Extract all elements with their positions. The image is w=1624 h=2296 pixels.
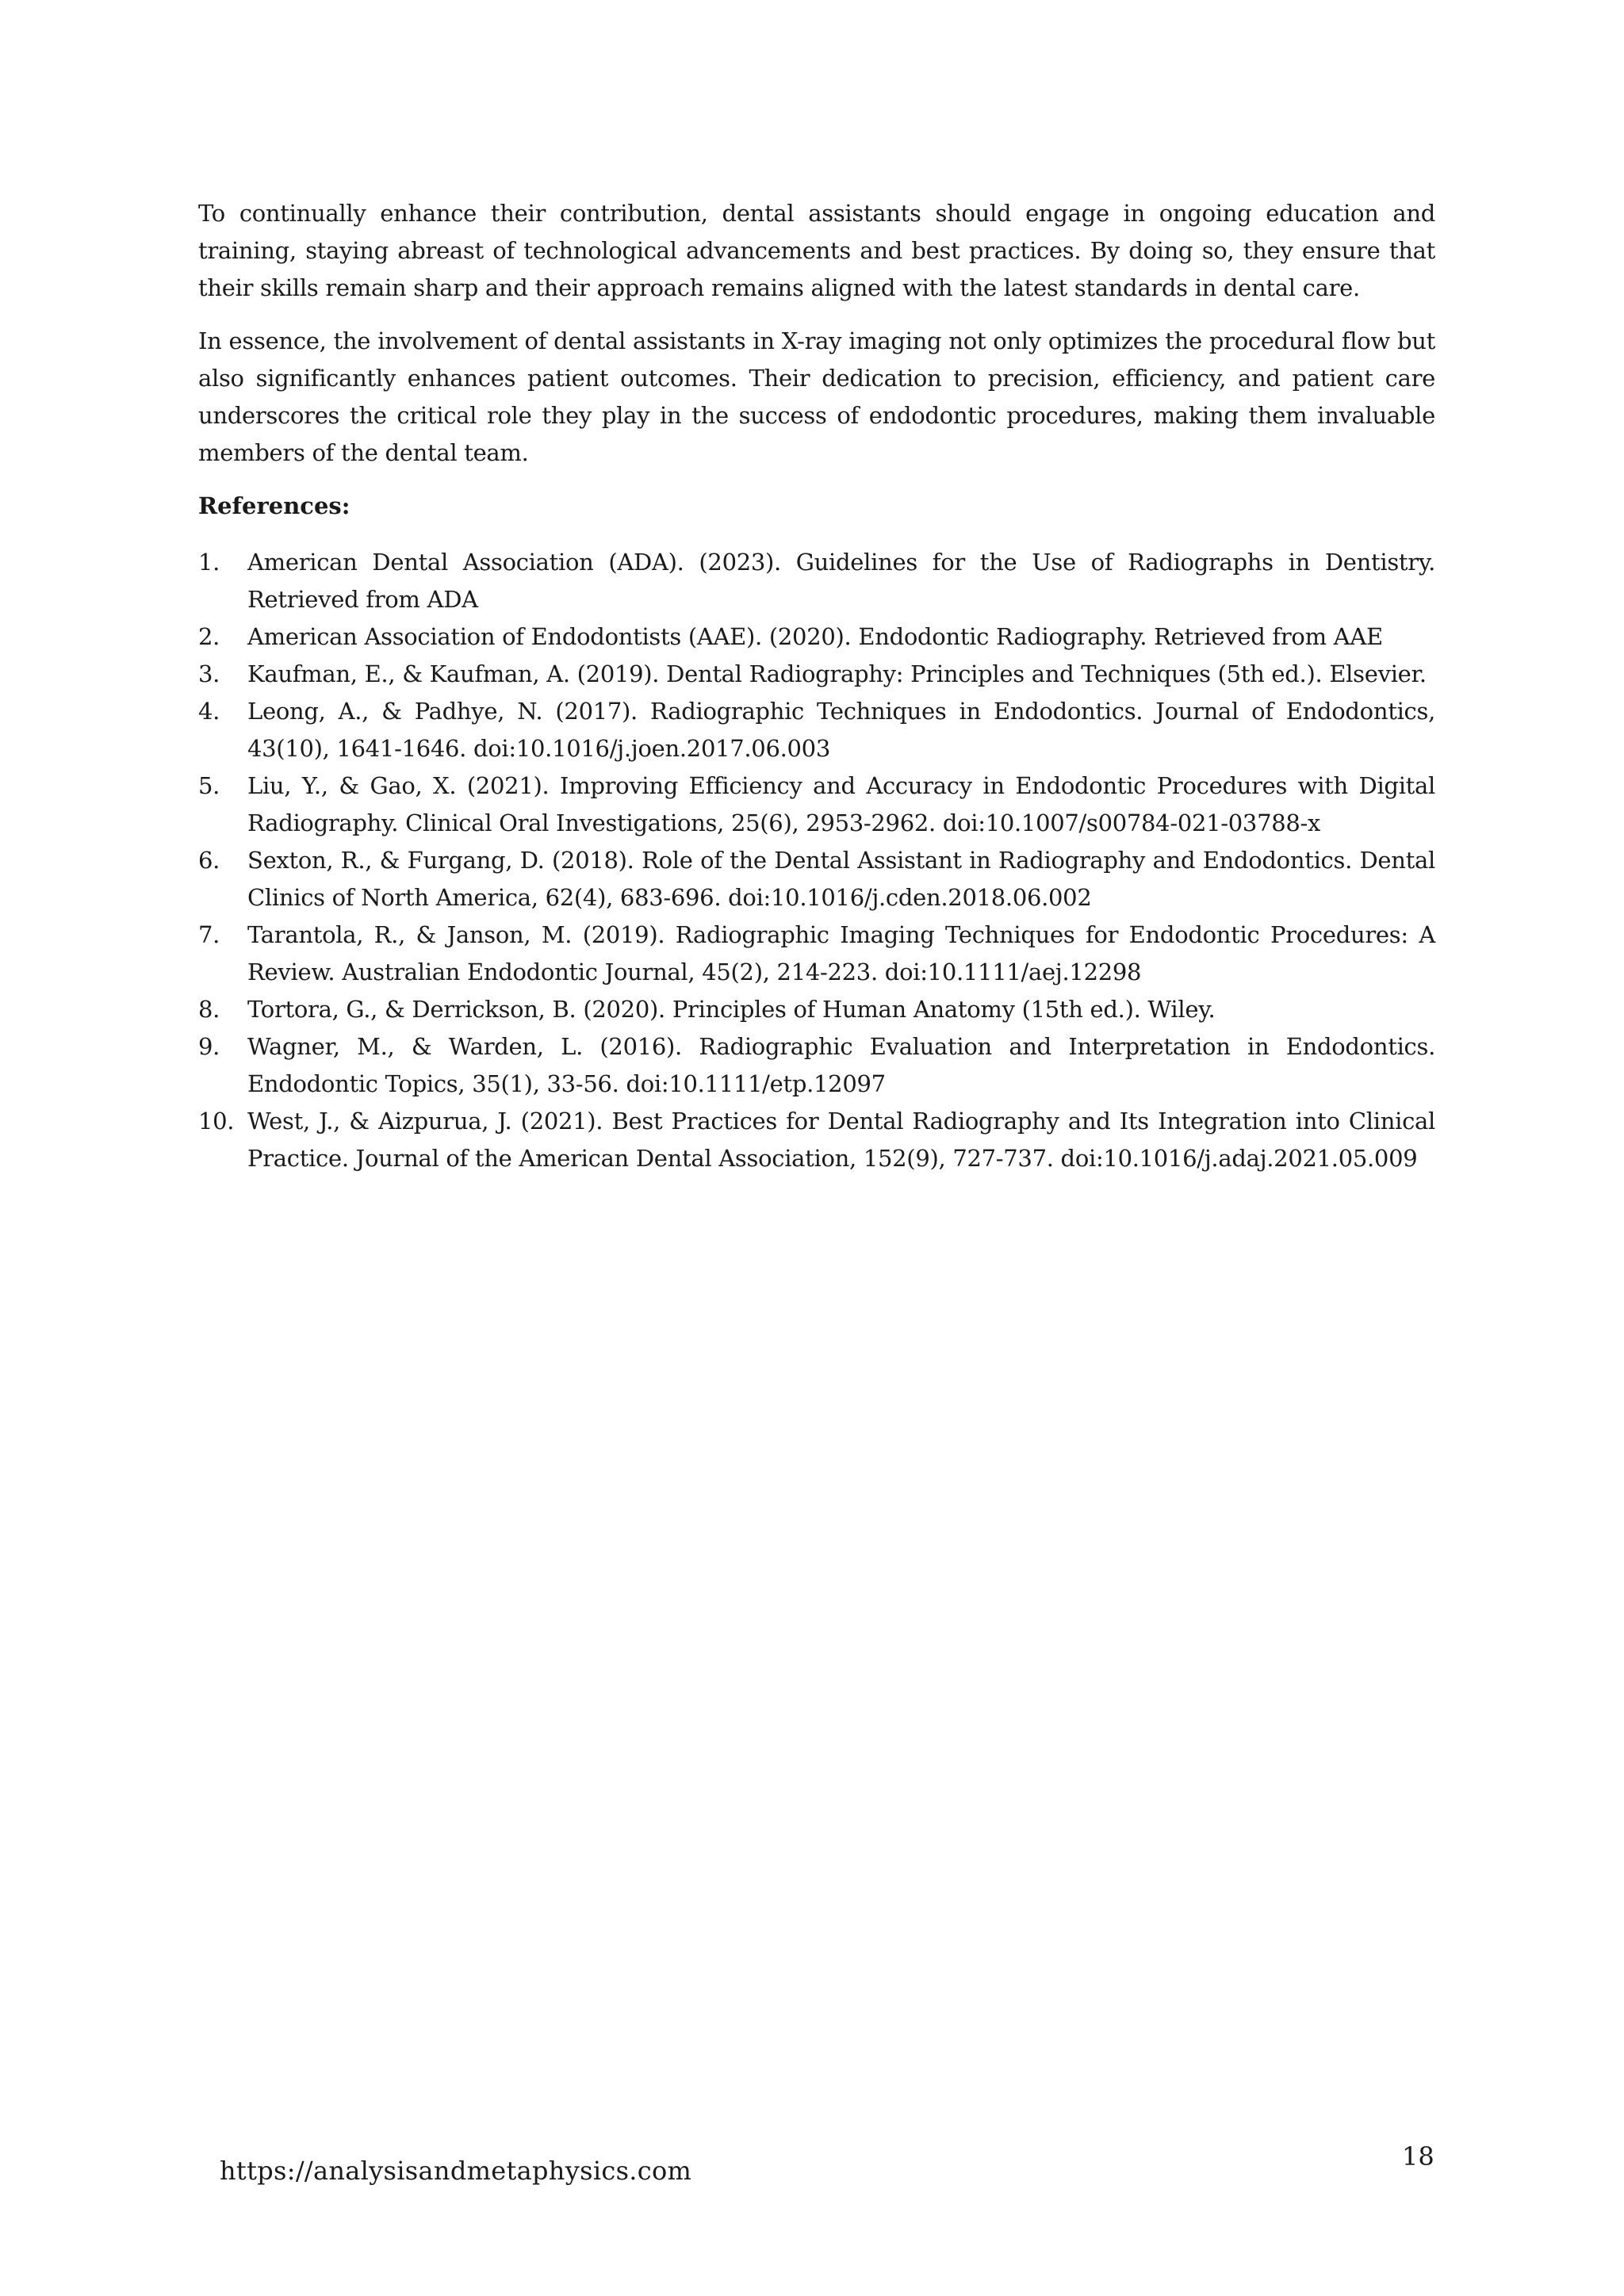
- reference-text: Liu, Y., & Gao, X. (2021). Improving Efficiency and Accuracy in Endodontic Procedures with Digital Radiography. Clinical Oral Investigations, 25(6), 2953-2962. doi:10.1007/s00784-021-03788-x: [247, 772, 1435, 836]
- page-content: [198, 195, 1435, 1177]
- reference-item: [198, 618, 1435, 656]
- reference-number: 9.: [198, 1033, 220, 1060]
- reference-number: 2.: [198, 623, 220, 650]
- reference-text: Kaufman, E., & Kaufman, A. (2019). Dental Radiography: Principles and Techniques (5th ed.). Elsevier.: [247, 660, 1427, 687]
- reference-item: [198, 842, 1435, 916]
- references-heading: References:: [198, 492, 350, 519]
- reference-text: Wagner, M., & Warden, L. (2016). Radiographic Evaluation and Interpretation in Endodontics. Endodontic Topics, 35(1), 33-56. doi:10.1111/etp.12097: [247, 1033, 1435, 1097]
- page-number: 18: [1402, 2141, 1434, 2172]
- reference-item: [198, 916, 1435, 991]
- reference-text: American Dental Association (ADA). (2023). Guidelines for the Use of Radiographs in Dentistry. Retrieved from ADA: [247, 549, 1435, 613]
- reference-number: 4.: [198, 698, 220, 725]
- footer-url: https://analysisandmetaphysics.com: [220, 2156, 692, 2186]
- references-list: [198, 544, 1435, 1177]
- reference-item: [198, 693, 1435, 767]
- reference-item: [198, 767, 1435, 842]
- reference-text: Tarantola, R., & Janson, M. (2019). Radiographic Imaging Techniques for Endodontic Procedures: A Review. Australian Endodontic Journal, 45(2), 214-223. doi:10.1111/aej.12298: [247, 921, 1435, 985]
- reference-number: 3.: [198, 660, 220, 687]
- reference-number: 6.: [198, 847, 220, 874]
- reference-item: [198, 1103, 1435, 1177]
- reference-item: [198, 656, 1435, 693]
- reference-text: Sexton, R., & Furgang, D. (2018). Role of the Dental Assistant in Radiography and Endodontics. Dental Clinics of North America, 62(4), 683-696. doi:10.1016/j.cden.2018.06.002: [247, 847, 1435, 911]
- reference-text: American Association of Endodontists (AAE). (2020). Endodontic Radiography. Retrieved from AAE: [247, 623, 1383, 650]
- reference-number: 8.: [198, 996, 220, 1023]
- reference-number: 1.: [198, 549, 220, 576]
- reference-item: [198, 1028, 1435, 1103]
- reference-text: West, J., & Aizpurua, J. (2021). Best Practices for Dental Radiography and Its Integration into Clinical Practice. Journal of the American Dental Association, 152(9), 727-737. doi:10.1016/j.adaj.2021.05.009: [247, 1108, 1435, 1172]
- body-paragraph: In essence, the involvement of dental assistants in X-ray imaging not only optimizes the procedural flow but also significantly enhances patient outcomes. Their dedication to precision, efficiency, and patient care underscores the critical role they play in the success of endodontic procedures, making them invaluable members of the dental team.: [198, 327, 1435, 466]
- reference-text: Leong, A., & Padhye, N. (2017). Radiographic Techniques in Endodontics. Journal of Endodontics, 43(10), 1641-1646. doi:10.1016/j.joen.2017.06.003: [247, 698, 1435, 762]
- body-paragraph: To continually enhance their contribution, dental assistants should engage in ongoing education and training, staying abreast of technological advancements and best practices. By doing so, they ensure that their skills remain sharp and their approach remains aligned with the latest standards in dental care.: [198, 200, 1435, 301]
- reference-number: 10.: [198, 1108, 235, 1135]
- reference-item: [198, 991, 1435, 1028]
- reference-text: Tortora, G., & Derrickson, B. (2020). Principles of Human Anatomy (15th ed.). Wiley.: [247, 996, 1216, 1023]
- reference-item: [198, 544, 1435, 618]
- reference-number: 5.: [198, 772, 220, 799]
- reference-number: 7.: [198, 921, 220, 948]
